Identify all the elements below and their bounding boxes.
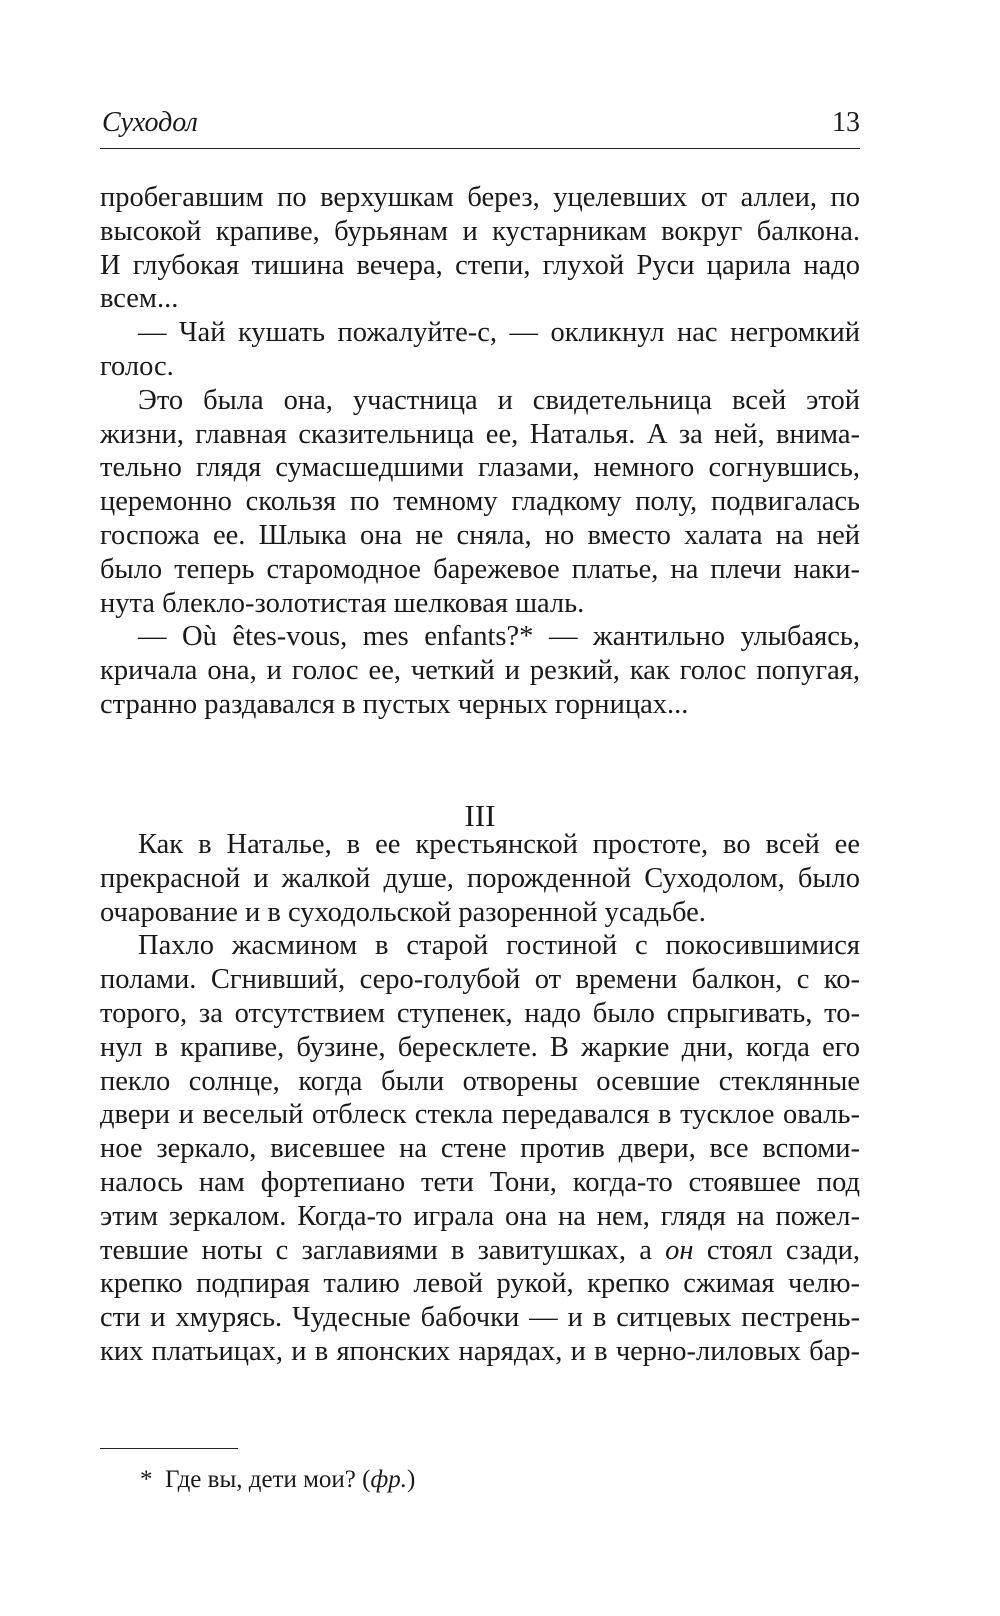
footnote	[140, 1464, 840, 1496]
line-text: двери и веселый отблеск стекла передавался в тусклое оваль-	[100, 1099, 860, 1131]
text-line	[100, 1199, 860, 1234]
footnote-rule	[100, 1448, 238, 1449]
text-line	[100, 1233, 860, 1268]
text-line	[100, 1131, 860, 1166]
line-text: Пахло жасмином в старой гостиной с покосившимися	[138, 930, 860, 962]
text-line	[100, 619, 860, 654]
footnote-text-after: )	[406, 1466, 416, 1493]
text-line	[100, 928, 860, 963]
line-text: высокой крапиве, бурьянам и кустарникам вокруг балкона.	[100, 215, 860, 247]
line-text: полами. Сгнивший, серо-голубой от времени балкон, с ко-	[100, 964, 860, 996]
line-text: ное зеркало, висевшее на стене против двери, все вспоми-	[100, 1133, 860, 1165]
line-text: прекрасной и жалкой душе, порожденной Суходолом, было	[100, 862, 860, 894]
text-line	[100, 895, 860, 930]
line-text: нута блекло-золотистая шелковая шаль.	[100, 587, 585, 619]
line-text: тевшие ноты с заглавиями в завитушках, а	[100, 1234, 666, 1266]
text-line	[100, 383, 860, 418]
line-text: пекло солнце, когда были отворены осевшие стеклянные	[100, 1065, 860, 1097]
line-text: этим зеркалом. Когда-то играла она на нем, глядя на пожел-	[100, 1200, 860, 1232]
text-line	[100, 450, 860, 485]
line-text: странно раздавался в пустых черных горницах...	[100, 689, 689, 720]
line-text: было теперь старомодное барежевое платье, на плечи наки-	[100, 553, 860, 585]
text-line	[100, 1030, 860, 1065]
line-text: нул в крапиве, бузине, бересклете. В жаркие дни, когда его	[100, 1031, 860, 1063]
line-text: голос.	[100, 351, 174, 382]
line-text: И глубокая тишина вечера, степи, глухой Руси царила надо	[100, 249, 860, 281]
line-text: торого, за отсутствием ступенек, надо было спрыгивать, то-	[100, 998, 860, 1029]
page-header	[100, 98, 860, 149]
line-text: налось нам фортепиано тети Тони, когда-то стоявшее под	[100, 1167, 860, 1198]
chapter-number: III	[464, 798, 496, 833]
text-line	[100, 827, 860, 862]
text-line	[100, 315, 860, 350]
line-text: Это была она, участница и свидетельница всей этой	[138, 384, 860, 416]
text-line	[100, 962, 860, 997]
text-line	[100, 552, 860, 587]
text-line	[100, 996, 860, 1031]
text-line	[100, 1064, 860, 1099]
text-line	[100, 248, 860, 283]
text-line	[100, 1300, 860, 1335]
text-line	[100, 586, 860, 621]
line-text: кричала она, и голос ее, четкий и резкий, как голос попугая,	[100, 655, 860, 687]
footnote-italic: фр.	[370, 1466, 407, 1493]
footnote-text: Где вы, дети мои? (	[165, 1466, 371, 1493]
line-text: сти и хмурясь. Чудесные бабочки — и в ситцевых пестрень-	[100, 1302, 860, 1334]
footnote-marker: *	[140, 1466, 153, 1493]
line-text: — Où êtes-vous, mes enfants?* — жантильно улыбаясь,	[138, 621, 860, 653]
text-line	[100, 861, 860, 896]
line-text-after: стоял сзади,	[693, 1234, 860, 1266]
line-text: ких платьицах, и в японских нарядах, и в черно-лиловых бар-	[100, 1336, 860, 1367]
text-line	[100, 349, 860, 384]
text-line	[100, 281, 860, 316]
text-line	[100, 180, 860, 215]
line-text: церемонно скользя по темному гладкому полу, подвигалась	[100, 486, 860, 518]
text-line	[100, 518, 860, 553]
text-line	[100, 1097, 860, 1132]
running-title: Суходол	[102, 107, 198, 138]
line-text: тельно глядя сумасшедшими глазами, немного согнувшись,	[100, 452, 860, 484]
text-line	[100, 687, 860, 722]
line-text: очарование и в суходольской разоренной усадьбе.	[100, 896, 706, 928]
text-line	[100, 1334, 860, 1369]
text-line	[100, 214, 860, 249]
line-italic: он	[665, 1234, 694, 1266]
text-line	[100, 417, 860, 452]
text-line	[100, 653, 860, 688]
line-text: госпожа ее. Шлыка она не сняла, но вместо халата на ней	[100, 520, 860, 551]
text-line	[100, 1165, 860, 1200]
line-text: — Чай кушать пожалуйте-с, — окликнул нас негромкий	[138, 317, 860, 349]
line-text: Как в Наталье, в ее крестьянской простоте, во всей ее	[138, 829, 860, 860]
line-text: всем...	[100, 283, 179, 315]
line-text: крепко подпирая талию левой рукой, крепко сжимая челю-	[100, 1268, 860, 1300]
page-number: 13	[832, 107, 860, 138]
text-line	[100, 1266, 860, 1301]
line-text: пробегавшим по верхушкам берез, уцелевших от аллеи, по	[100, 182, 860, 213]
text-line	[100, 484, 860, 519]
line-text: жизни, главная сказительница ее, Наталья. А за ней, внима-	[100, 418, 860, 450]
